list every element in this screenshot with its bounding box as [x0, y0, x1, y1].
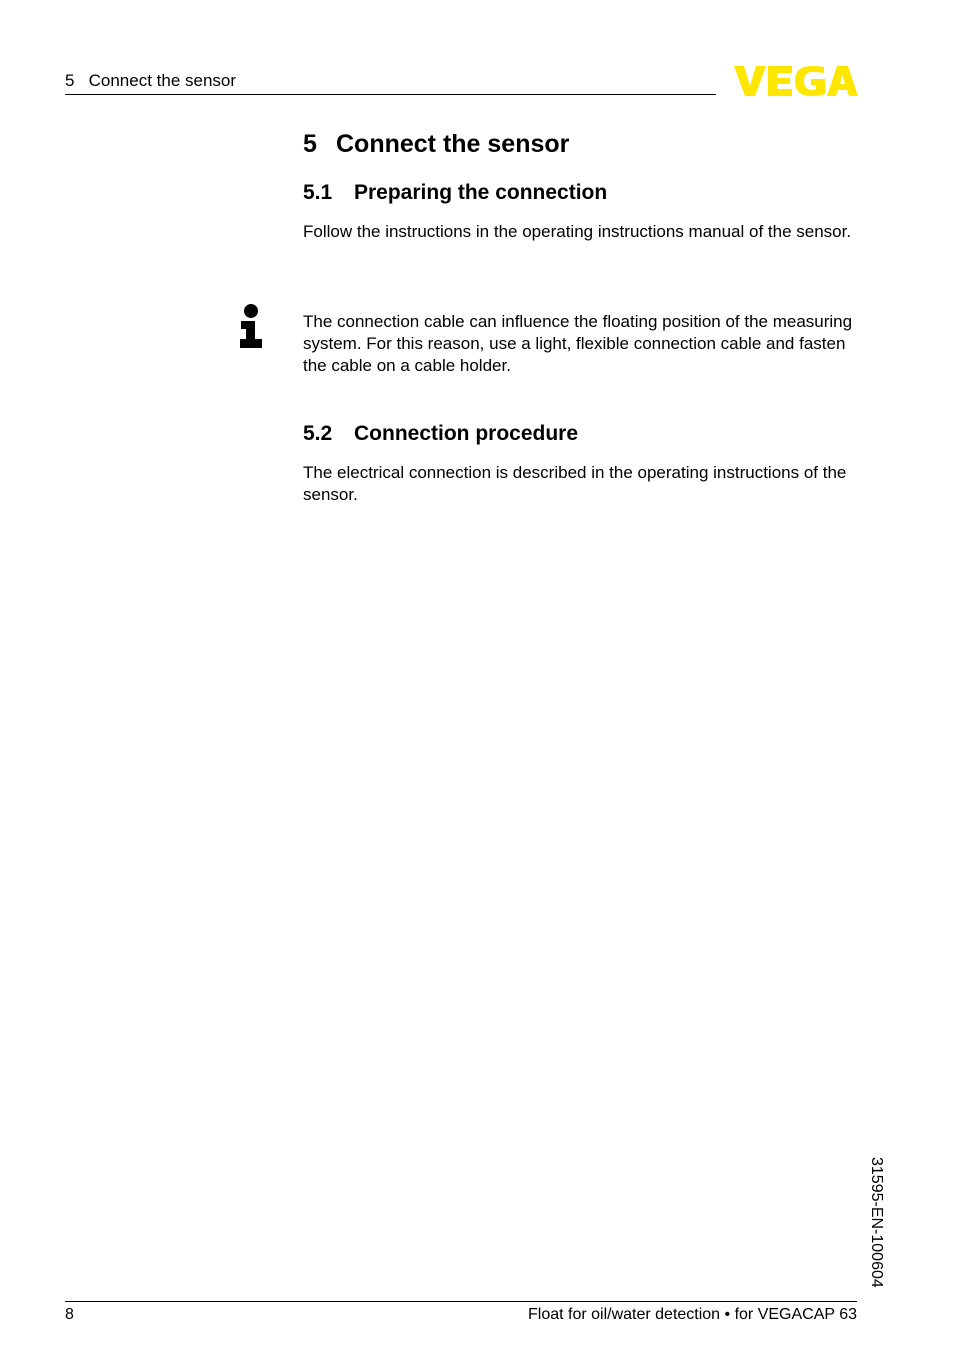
subsection-title: Connection procedure	[354, 422, 579, 445]
running-header: 5 Connect the sensor	[65, 71, 237, 90]
header-rule	[65, 94, 716, 95]
subsection-title: Preparing the connection	[354, 181, 608, 204]
section-heading	[303, 130, 569, 159]
info-icon	[238, 303, 264, 349]
subsection-number: 5.2	[303, 422, 333, 445]
vega-logo	[734, 64, 858, 98]
subsection-number: 5.1	[303, 181, 333, 204]
subsection-heading	[303, 181, 607, 205]
paragraph: The electrical connection is described in the operating instructions of the sensor.	[303, 463, 847, 504]
section-number: 5	[303, 130, 317, 158]
section-title: Connect the sensor	[336, 130, 570, 158]
paragraph: Follow the instructions in the operating instructions manual of the sensor.	[303, 222, 852, 241]
footer-title: Float for oil/water detection • for VEGACAP 63	[527, 1306, 857, 1323]
subsection-heading	[303, 422, 578, 446]
footer-rule	[65, 1301, 857, 1302]
document-code: 31595-EN-100604	[868, 1157, 885, 1288]
note-text: The connection cable can influence the floating position of the measuring system. For this reason, use a light, flexible connection cable and fasten the cable on a cable holder.	[303, 312, 853, 375]
page-number: 8	[65, 1306, 74, 1323]
